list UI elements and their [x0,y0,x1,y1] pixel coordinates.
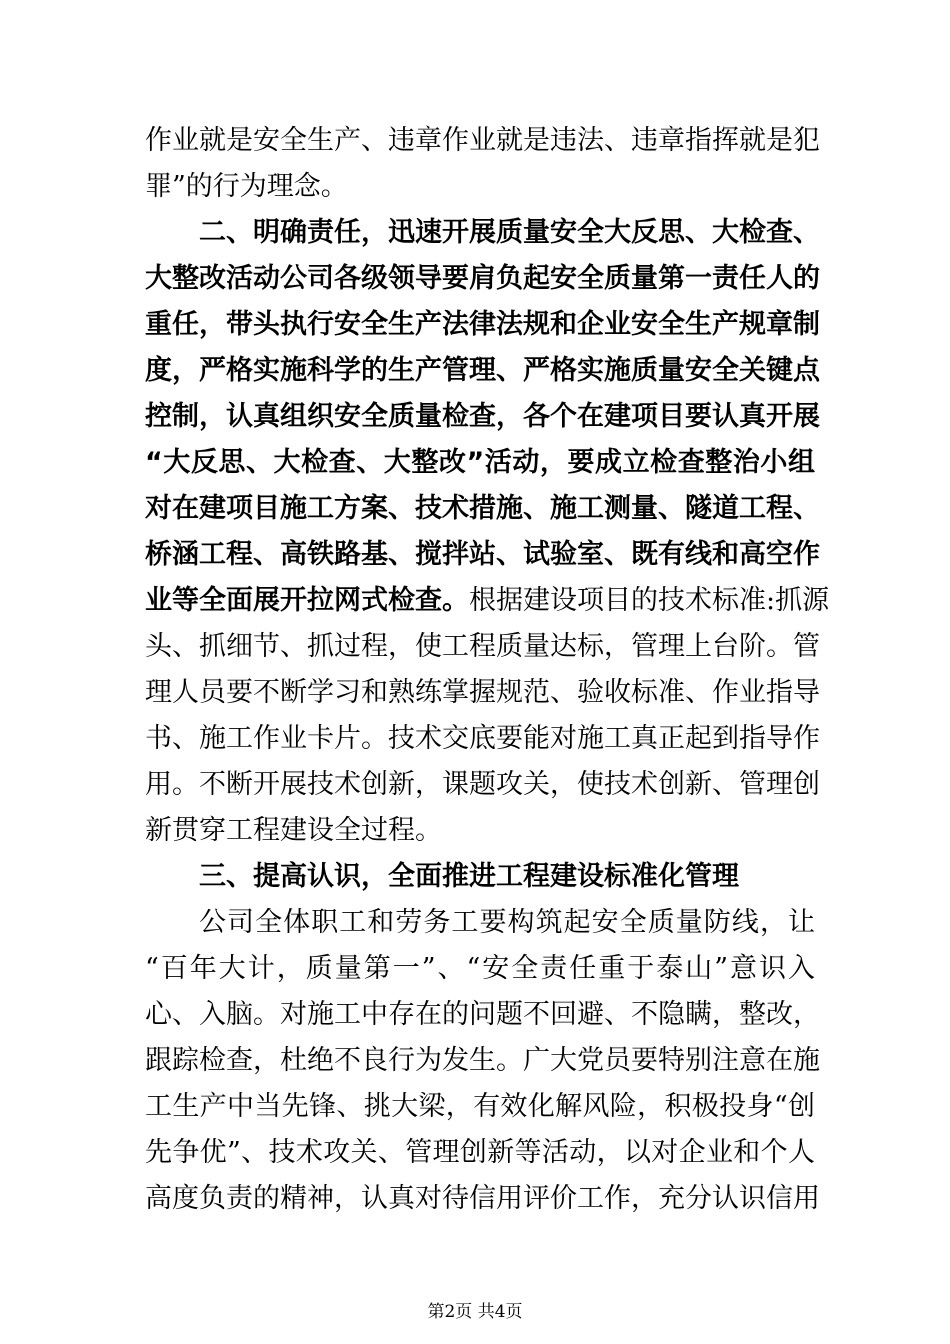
text-line: 理人员要不断学习和熟练掌握规范、验收标准、作业指导 [145,677,820,708]
text-line: 跟踪检查，杜绝不良行为发生。广大党员要特别注意在施 [145,1045,820,1076]
text-line: 书、施工作业卡片。技术交底要能对施工真正起到指导作 [145,723,820,754]
text-line-bold: 桥涵工程、高铁路基、搅拌站、试验室、既有线和高空作 [145,539,820,570]
text-line-bold: 控制，认真组织安全质量检查，各个在建项目要认真开展 [145,401,820,432]
text-line: 新贯穿工程建设全过程。 [145,815,442,846]
text-line: 高度负责的精神，认真对待信用评价工作，充分认识信用 [145,1183,820,1214]
text-line: 头、抓细节、抓过程，使工程质量达标，管理上台阶。管 [145,631,820,662]
text-line: 工生产中当先锋、挑大梁，有效化解风险，积极投身“创 [145,1091,815,1122]
section-heading-2: 二、明确责任，迅速开展质量安全大反思、大检查、 [199,217,820,248]
text-line: 罪”的行为理念。 [145,171,348,202]
text-line: 用。不断开展技术创新，课题攻关，使技术创新、管理创 [145,769,820,800]
text-line-bold: 对在建项目施工方案、技术措施、施工测量、隧道工程、 [145,493,820,524]
text-line: 先争优”、技术攻关、管理创新等活动，以对企业和个人 [145,1137,815,1168]
text-line-bold: 度，严格实施科学的生产管理、严格实施质量安全关键点 [145,355,820,386]
page-number: 第2页 共4页 [427,1302,523,1322]
normal-run: 根据建设项目的技术标准:抓源 [469,585,830,616]
text-line: “百年大计，质量第一”、“安全责任重于泰山”意识入 [145,953,815,984]
text-line: 公司全体职工和劳务工要构筑起安全质量防线，让 [199,907,815,938]
text-line-bold: 重任，带头执行安全生产法律法规和企业安全生产规章制 [145,309,820,340]
bold-run: 业等全面展开拉网式检查。 [145,585,469,616]
section-heading-3: 三、提高认识，全面推进工程建设标准化管理 [199,861,739,892]
text-line: 作业就是安全生产、违章作业就是违法、违章指挥就是犯 [145,125,820,156]
text-line-bold: 大整改活动公司各级领导要肩负起安全质量第一责任人的 [145,263,820,294]
text-line-mixed [145,581,830,621]
text-line-bold: “大反思、大检查、大整改”活动，要成立检查整治小组 [145,447,815,478]
text-line: 心、入脑。对施工中存在的问题不回避、不隐瞒，整改， [145,999,820,1030]
